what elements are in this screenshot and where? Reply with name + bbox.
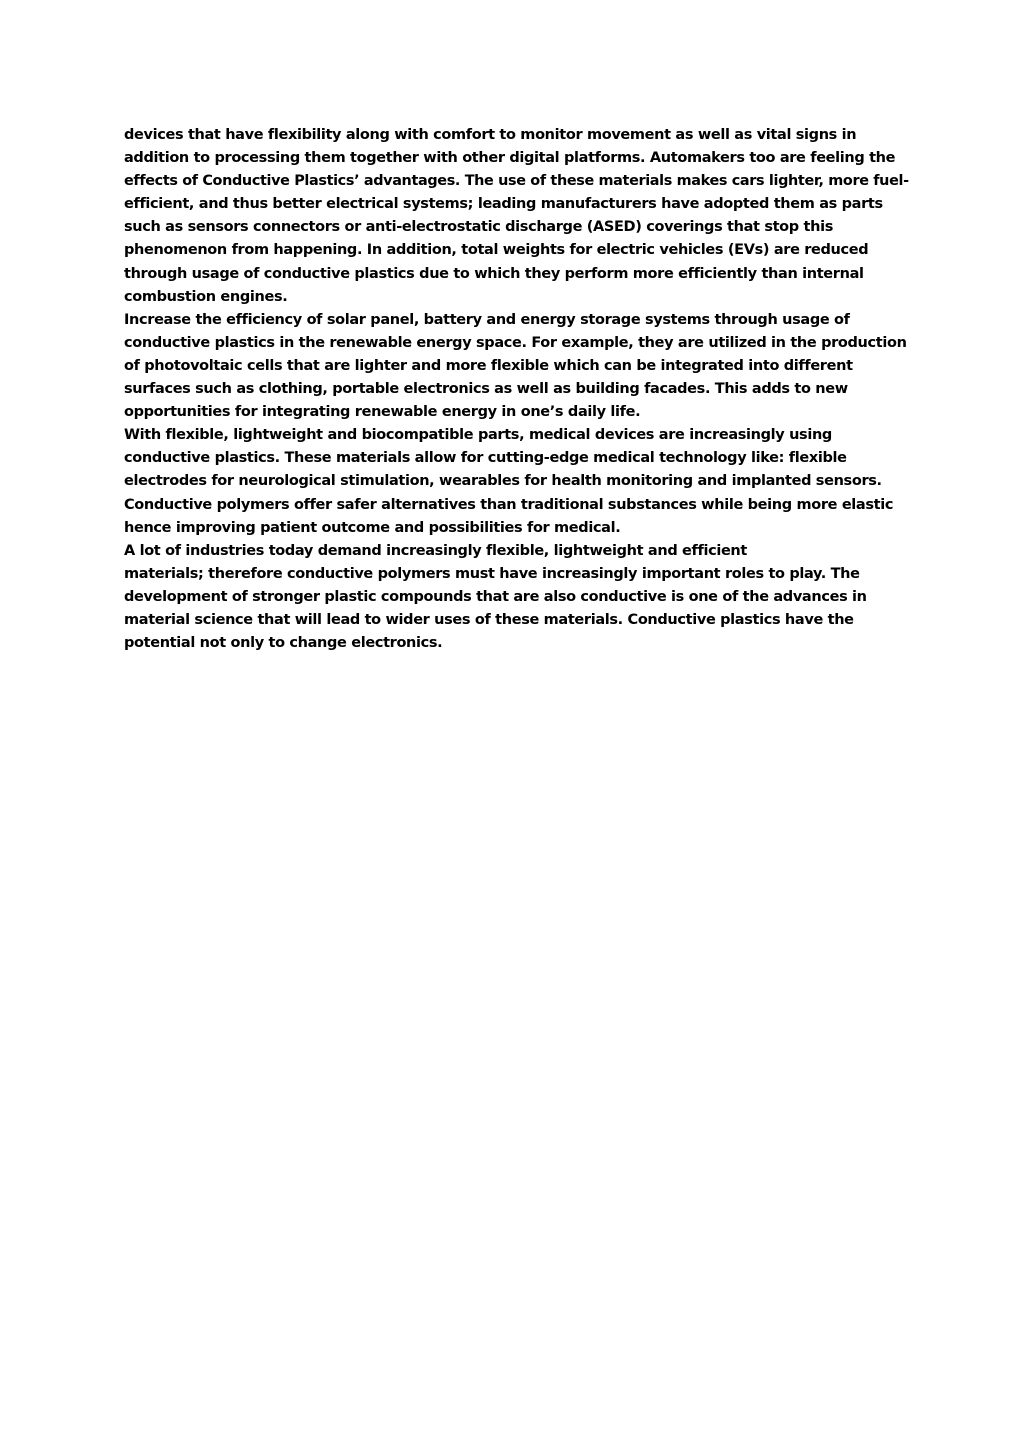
text-line: hence improving patient outcome and possibilities for medical. bbox=[124, 519, 621, 536]
text-line: electrodes for neurological stimulation, wearables for health monitoring and implanted sensors. bbox=[124, 473, 882, 490]
text-line: opportunities for integrating renewable energy in one’s daily life. bbox=[124, 404, 641, 421]
text-line: conductive plastics in the renewable energy space. For example, they are utilized in the production bbox=[124, 334, 907, 351]
text-line: material science that will lead to wider uses of these materials. Conductive plastics have the bbox=[124, 611, 854, 628]
text-line: effects of Conductive Plastics’ advantages. The use of these materials makes cars lighter, more fuel- bbox=[124, 173, 909, 190]
text-line: A lot of industries today demand increasingly flexible, lightweight and efficient bbox=[124, 542, 747, 559]
text-line: addition to processing them together with other digital platforms. Automakers too are feeling the bbox=[124, 150, 896, 167]
text-line: Increase the efficiency of solar panel, battery and energy storage systems through usage of bbox=[124, 311, 850, 328]
text-line: conductive plastics. These materials allow for cutting-edge medical technology like: flexible bbox=[124, 450, 847, 467]
text-line: through usage of conductive plastics due to which they perform more efficiently than internal bbox=[124, 265, 864, 282]
text-line: of photovoltaic cells that are lighter and more flexible which can be integrated into different bbox=[124, 357, 853, 374]
body-text bbox=[124, 124, 914, 655]
text-line: such as sensors connectors or anti-electrostatic discharge (ASED) coverings that stop this bbox=[124, 219, 833, 236]
text-line: With flexible, lightweight and biocompatible parts, medical devices are increasingly using bbox=[124, 427, 832, 444]
text-line: development of stronger plastic compounds that are also conductive is one of the advances in bbox=[124, 588, 867, 605]
text-line: devices that have flexibility along with comfort to monitor movement as well as vital signs in bbox=[124, 127, 857, 143]
text-line: phenomenon from happening. In addition, total weights for electric vehicles (EVs) are reduced bbox=[124, 242, 869, 259]
text-line: combustion engines. bbox=[124, 288, 288, 305]
text-line: surfaces such as clothing, portable electronics as well as building facades. This adds to new bbox=[124, 381, 848, 398]
text-line: potential not only to change electronics. bbox=[124, 635, 443, 652]
text-line: Conductive polymers offer safer alternatives than traditional substances while being more elastic bbox=[124, 496, 894, 513]
text-line: efficient, and thus better electrical systems; leading manufacturers have adopted them as parts bbox=[124, 196, 883, 213]
text-line: materials; therefore conductive polymers must have increasingly important roles to play. The bbox=[124, 565, 860, 582]
